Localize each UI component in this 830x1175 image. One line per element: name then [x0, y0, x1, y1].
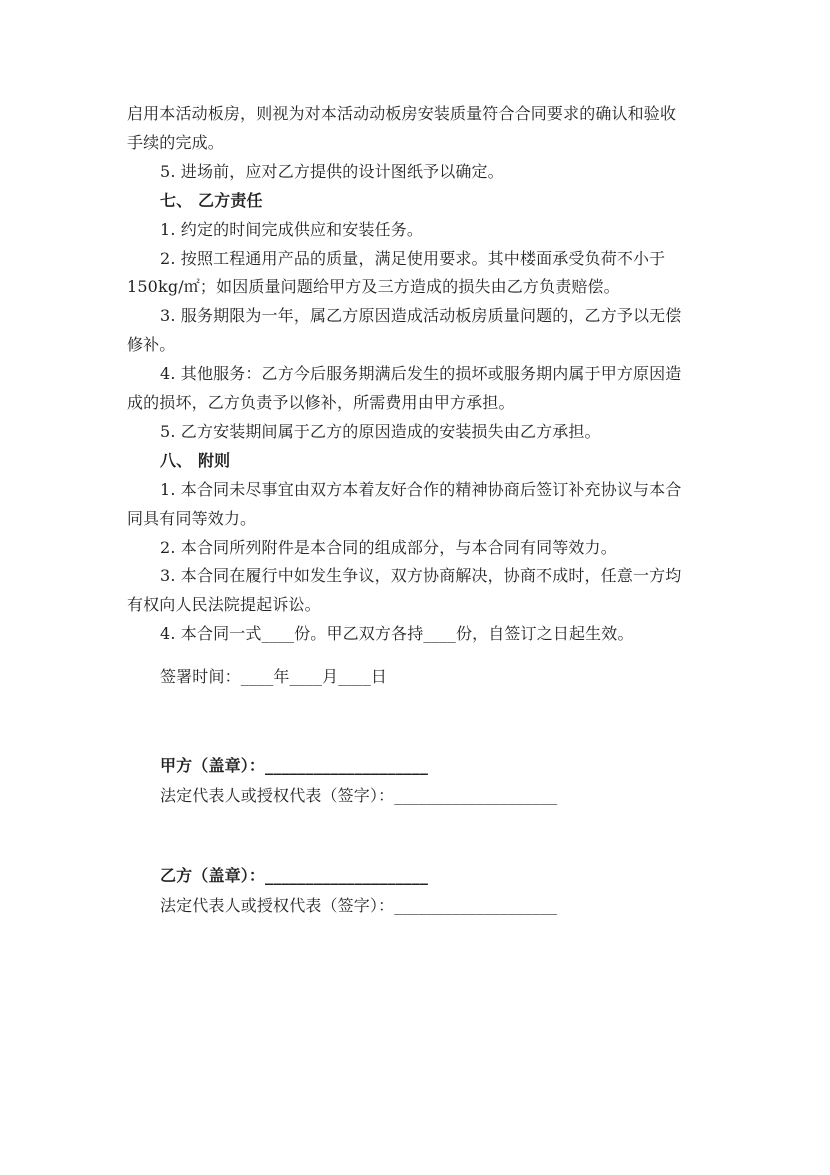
paragraph-line: 3. 服务期限为一年，属乙方原因造成活动板房质量问题的，乙方予以无偿 — [160, 306, 682, 326]
section-heading: 七、 乙方责任 — [160, 190, 263, 210]
paragraph-line: 启用本活动板房，则视为对本活动动板房安装质量符合合同要求的确认和验收 — [127, 104, 677, 123]
paragraph-line: 1. 本合同未尽事宜由双方本着友好合作的精神协商后签订补充协议与本合 — [160, 479, 682, 499]
paragraph-line: 4. 本合同一式____份。甲乙双方各持____份，自签订之日起生效。 — [160, 624, 634, 644]
party-b-representative: 法定代表人或授权代表（签字）：____________________ — [160, 896, 558, 915]
paragraph-line: 5. 进场前，应对乙方提供的设计图纸予以确定。 — [160, 161, 504, 181]
paragraph-line: 手续的完成。 — [127, 132, 224, 152]
party-a-representative: 法定代表人或授权代表（签字）：____________________ — [160, 786, 558, 805]
paragraph-line: 150kg/㎡；如因质量问题给甲方及三方造成的损失由乙方负责赔偿。 — [127, 277, 620, 297]
paragraph-line: 1. 约定的时间完成供应和安装任务。 — [160, 219, 424, 239]
paragraph-line: 2. 按照工程通用产品的质量，满足使用要求。其中楼面承受负荷不小于 — [160, 248, 666, 268]
paragraph-line: 2. 本合同所列附件是本合同的组成部分，与本合同有同等效力。 — [160, 537, 617, 557]
paragraph-line: 修补。 — [127, 335, 176, 355]
party-b-seal: 乙方（盖章）：____________________ — [160, 866, 429, 885]
paragraph-line: 3. 本合同在履行中如发生争议，双方协商解决，协商不成时，任意一方均 — [160, 566, 682, 586]
paragraph-line: 4. 其他服务：乙方今后服务期满后发生的损坏或服务期内属于甲方原因造 — [160, 364, 682, 384]
paragraph-line: 同具有同等效力。 — [127, 508, 257, 528]
paragraph-line: 有权向人民法院提起诉讼。 — [127, 595, 321, 615]
sign-date: 签署时间：____年____月____日 — [160, 667, 388, 686]
paragraph-line: 5. 乙方安装期间属于乙方的原因造成的安装损失由乙方承担。 — [160, 421, 601, 441]
party-a-seal: 甲方（盖章）：____________________ — [160, 756, 429, 775]
section-heading: 八、 附则 — [160, 450, 231, 470]
paragraph-line: 成的损坏，乙方负责予以修补，所需费用由甲方承担。 — [127, 393, 515, 412]
